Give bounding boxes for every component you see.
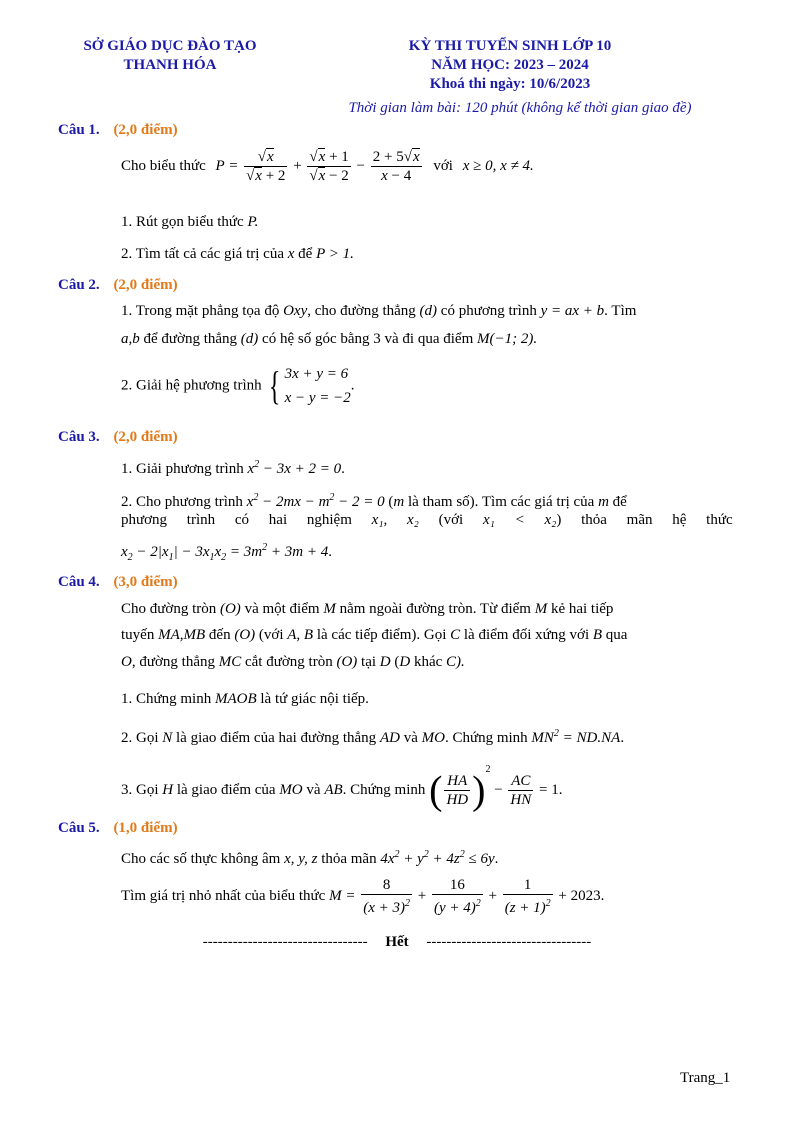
item-text: và một điểm (244, 601, 320, 617)
item-text: để (298, 246, 313, 262)
school-year: NĂM HỌC: 2023 – 2024 (431, 57, 589, 73)
item-text: 2. Gọi (121, 730, 159, 746)
item-var: y = ax + b (540, 303, 605, 319)
question-points: (3,0 điểm) (113, 574, 178, 590)
item-text: 2. Cho phương trình (121, 494, 243, 510)
question-3-heading (58, 429, 178, 446)
item-var: P. (247, 214, 259, 230)
item-text: Cho đường tròn (121, 601, 217, 617)
fraction-m-3: $\frac{1}{(z + 1)^2}$ (504, 877, 551, 916)
question-points: (2,0 điểm) (113, 277, 178, 293)
question-3-item-2-line-1 (121, 488, 737, 512)
item-text: Tìm giá trị nhỏ nhất của biểu thức (121, 887, 326, 904)
dashes-left: --------------------------------- (202, 934, 368, 950)
item-var: D (399, 654, 411, 670)
item-var: a,b (121, 331, 140, 347)
question-label: Câu 4. (58, 574, 100, 590)
question-4-heading (58, 574, 178, 591)
item-var: N (162, 730, 173, 746)
fraction-1: $\frac{√x}{√x + 2}$ (246, 149, 286, 184)
question-3-relation: $x_2 - 2|x_1| - 3x_1x_2 = 3m^2 + 3m + 4$. (121, 542, 332, 563)
question-label: Câu 2. (58, 277, 100, 293)
item-text: . Chứng minh (444, 730, 528, 746)
question-4-para-line-2 (121, 626, 737, 645)
quadratic-equation: $x^2 - 3x + 2 = 0$ (247, 459, 342, 477)
question-3-item-2-line-2 (121, 511, 737, 530)
item-text: 1. Trong mặt phẳng tọa độ (121, 303, 280, 319)
formula-m: M = (329, 887, 356, 904)
item-text: 1. Chứng minh (121, 691, 212, 707)
department-name: SỞ GIÁO DỤC ĐÀO TẠO (83, 38, 257, 54)
item-text: 3. Gọi (121, 782, 159, 798)
condition: x ≥ 0, x ≠ 4. (462, 157, 534, 174)
item-text: và (403, 730, 418, 746)
end-word: Hết (385, 934, 409, 950)
question-2-item-1-line-1 (121, 302, 737, 321)
fraction-2: $\frac{√x + 1}{√x - 2}$ (309, 149, 349, 184)
fraction-3: $\frac{2 + 5√x}{x - 4}$ (372, 149, 420, 184)
item-var: MAOB (214, 691, 257, 707)
item-text: cắt đường tròn (244, 654, 333, 670)
item-var: AD (379, 730, 400, 746)
question-5-expression: Tìm giá trị nhỏ nhất của biểu thức M = $\frac{8}{(x + 3)^2}$ + $\frac{16}{(y + 4)^2}$ + $\frac{1}{(z + 1)^2}$ + 2023. (121, 877, 605, 916)
item-var: (d) (419, 303, 438, 319)
item-var: M(−1; 2). (477, 331, 538, 347)
item-var: (O) (336, 654, 358, 670)
item-text: là giao điểm của (176, 782, 276, 798)
item-var: B (592, 627, 603, 643)
item-var: x (287, 246, 295, 262)
question-label: Câu 1. (58, 122, 100, 138)
item-text: (với (258, 627, 284, 643)
equation-2: x − y = −2 (284, 390, 351, 406)
item-text: có phương trình (440, 303, 537, 319)
item-text: . Tìm (604, 303, 637, 319)
item-var: H (162, 782, 174, 798)
item-var: x, y, z (284, 851, 318, 867)
question-1-item-2 (121, 245, 737, 264)
item-text: Cho các số thực không âm (121, 851, 281, 867)
item-var: Oxy (283, 303, 308, 319)
question-1-heading (58, 122, 178, 139)
item-text: để đường thẳng (143, 331, 238, 347)
item-text: có hệ số góc bằng (262, 331, 370, 347)
item-var: m (598, 494, 609, 510)
question-5-condition: Cho các số thực không âm x, y, z thỏa mãn $4x^2 + y^2 + 4z^2 \le 6y$. (121, 849, 499, 867)
item-var: MO (279, 782, 303, 798)
item-var: O (121, 654, 132, 670)
item-text: là điểm đối xứng với (463, 627, 590, 643)
question-points: (2,0 điểm) (113, 122, 178, 138)
item-text: (với (438, 512, 464, 528)
item-text: 2. Giải hệ phương trình (121, 377, 262, 394)
proof-ratio-equation: ( $\frac{HA}{HD}$ )$^2$ − $\frac{AC}{HN}$ = 1. (429, 764, 563, 813)
item-text: nằm ngoài đường tròn. Từ điểm (339, 601, 531, 617)
item-var: x₁ < x₂ (482, 512, 557, 528)
item-text: , đường thẳng (131, 654, 215, 670)
item-var: AB (324, 782, 343, 798)
item-var: M (534, 601, 548, 617)
item-text: phương trình có hai nghiệm (121, 512, 352, 528)
item-var: MA,MB (158, 627, 206, 643)
item-text: 1. Rút gọn biểu thức (121, 214, 244, 230)
question-1-item-1 (121, 213, 737, 232)
proof-equation: $MN^2 = ND.NA$ (531, 728, 621, 746)
item-var: 3 (373, 331, 381, 347)
province-name: THANH HÓA (123, 57, 217, 73)
question-label: Câu 5. (58, 820, 100, 836)
dashes-right: --------------------------------- (426, 934, 592, 950)
question-points: (2,0 điểm) (113, 429, 178, 445)
item-text: ) thỏa mãn hệ thức (556, 512, 733, 528)
item-var: MO (421, 730, 445, 746)
time-note: Thời gian làm bài: 120 phút (không kể thời gian giao đề) (348, 100, 692, 116)
item-var: x₁, x₂ (371, 512, 419, 528)
item-var: P > 1. (316, 246, 354, 262)
end-marker (0, 934, 794, 951)
question-1-expression: Cho biểu thức P = $\frac{√x}{√x + 2}$ + $\frac{√x + 1}{√x - 2}$ − $\frac{2 + 5√x}{x - 4}$ với x ≥ 0, x ≠ 4. (121, 149, 534, 184)
question-2-heading (58, 277, 178, 294)
question-4-item-3 (121, 760, 737, 811)
department-header (50, 37, 290, 75)
question-4-item-2: 2. Gọi N là giao điểm của hai đường thẳng AD và MO. Chứng minh $MN^2 = ND.NA$. (121, 728, 625, 746)
item-text: , cho đường thẳng (307, 303, 416, 319)
item-var: (O) (234, 627, 256, 643)
equation-system: { 3x + y = 6 x − y = −2 (269, 363, 351, 408)
item-text: tại (361, 654, 377, 670)
item-text: khác (413, 654, 443, 670)
item-text: tuyến (121, 627, 155, 643)
question-3-item-1: 1. Giải phương trình $x^2 - 3x + 2 = 0$. (121, 459, 345, 477)
exam-date: Khoá thi ngày: 10/6/2023 (429, 76, 591, 92)
fraction-m-1: $\frac{8}{(x + 3)^2}$ (363, 877, 410, 916)
item-var: MC (218, 654, 242, 670)
item-var: D (379, 654, 391, 670)
item-var: C). (446, 654, 465, 670)
question-4-para-line-1 (121, 600, 737, 619)
item-var: M (323, 601, 336, 617)
item-text: ( (394, 654, 400, 670)
item-text: . Chứng minh (342, 782, 426, 798)
item-text: qua (605, 627, 628, 643)
question-points: (1,0 điểm) (113, 820, 178, 836)
constraint-inequality: $4x^2 + y^2 + 4z^2 \le 6y$ (380, 849, 495, 867)
item-text: là giao điểm của hai đường thẳng (176, 730, 377, 746)
item-text: và (306, 782, 321, 798)
item-var: A, B (287, 627, 314, 643)
item-text: 1. Giải phương trình (121, 461, 244, 477)
item-text: ( (388, 494, 394, 510)
item-text: là tham số). Tìm các giá trị của (408, 494, 595, 510)
fraction-m-2: $\frac{16}{(y + 4)^2}$ (433, 877, 481, 916)
item-text: thỏa mãn (321, 851, 377, 867)
page-number: Trang_1 (680, 1070, 731, 1086)
item-text: đến (208, 627, 231, 643)
item-text: và đi qua điểm (384, 331, 474, 347)
exam-header (330, 37, 690, 94)
parametric-equation: $x^2 - 2mx - m^2 - 2 = 0$ (246, 492, 385, 510)
question-2-item-1-line-2 (121, 330, 737, 349)
item-var: (O) (219, 601, 241, 617)
item-var: C (450, 627, 461, 643)
item-text: để (612, 494, 627, 510)
exam-title: KỲ THI TUYỂN SINH LỚP 10 (408, 38, 612, 54)
item-var: m (393, 494, 405, 510)
equation-1: 3x + y = 6 (284, 366, 349, 382)
item-text: là tứ giác nội tiếp. (260, 691, 369, 707)
cond-word: với (433, 157, 453, 174)
item-text: là các tiếp điểm). Gọi (316, 627, 447, 643)
item-var: (d) (240, 331, 259, 347)
question-5-heading (58, 820, 178, 837)
question-4-para-line-3 (121, 653, 737, 672)
question-2-item-2: 2. Giải hệ phương trình { 3x + y = 6 x − y = −2 . (121, 363, 355, 408)
item-text: kẻ hai tiếp (550, 601, 614, 617)
intro-text: Cho biểu thức (121, 157, 206, 174)
question-4-item-1 (121, 690, 737, 709)
item-text: 2. Tìm tất cả các giá trị của (121, 246, 284, 262)
formula-p: P = (215, 157, 239, 174)
question-label: Câu 3. (58, 429, 100, 445)
